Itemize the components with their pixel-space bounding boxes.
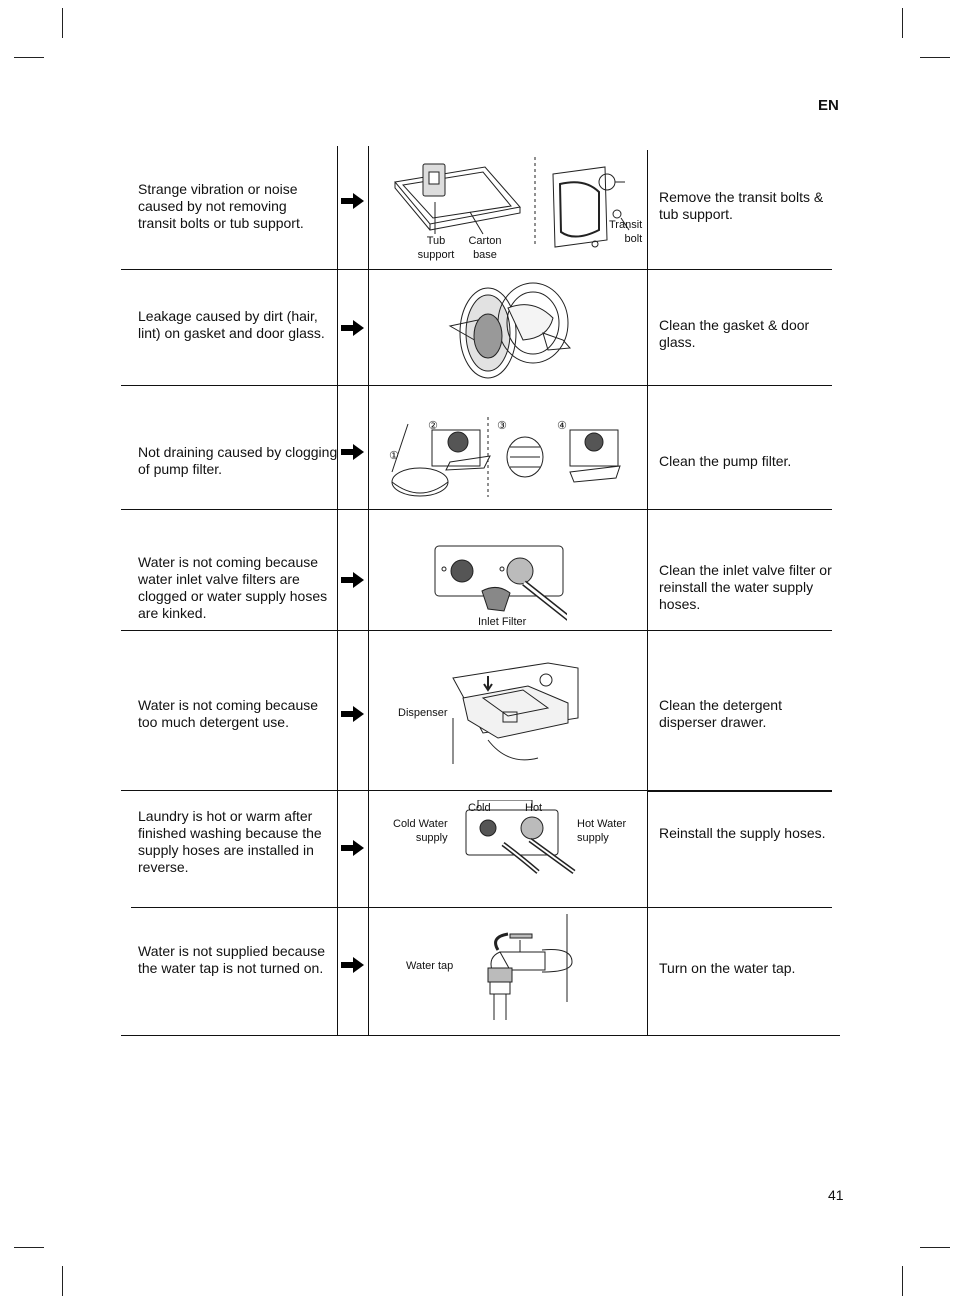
language-code: EN [818, 97, 839, 114]
remedy-text: Clean the detergent disperser drawer. [659, 697, 782, 730]
cause-text: Laundry is hot or warm after finished washing because the supply hoses are installed in reverse. [138, 808, 322, 875]
label-text: supply [577, 832, 609, 844]
cold-label: Cold [468, 802, 491, 814]
right-arrow-icon [341, 706, 365, 722]
remedy-text: Clean the inlet valve filter or reinstall the water supply hoses. [659, 562, 832, 612]
right-arrow-icon [341, 957, 365, 973]
remedy-text: Clean the pump filter. [659, 453, 792, 469]
step-2-marker: ② [428, 420, 438, 432]
row-divider [647, 790, 832, 792]
water-tap-illustration [480, 912, 575, 1022]
row-divider [121, 1035, 840, 1036]
right-arrow-icon [341, 320, 365, 336]
inlet-filter-label: Inlet Filter [478, 616, 527, 628]
cause-text: Not draining caused by clogging of pump filter. [138, 444, 338, 477]
step-4-marker: ④ [557, 420, 567, 432]
right-arrow-icon [341, 572, 365, 588]
label-text: supply [415, 832, 448, 844]
cause-text: Strange vibration or noise caused by not removing transit bolts or tub support. [138, 181, 304, 231]
hot-water-supply-label [577, 817, 626, 845]
remedy-text: Reinstall the supply hoses. [659, 825, 826, 841]
label-text: support [417, 249, 455, 261]
step-3-marker: ③ [497, 420, 507, 432]
row-divider [121, 385, 832, 386]
right-arrow-icon [341, 193, 365, 209]
row-divider [121, 630, 832, 631]
carton-base-label [464, 234, 506, 262]
dispenser-illustration [448, 658, 583, 766]
column-divider [368, 146, 369, 1036]
dispenser-label: Dispenser [398, 707, 448, 719]
transit-bolt-label [609, 218, 642, 246]
step-1-marker: ① [389, 450, 399, 462]
remedy-text: Turn on the water tap. [659, 960, 796, 976]
label-text: Carton [468, 235, 502, 247]
hot-label: Hot [525, 802, 543, 814]
water-tap-label: Water tap [406, 960, 454, 972]
remedy-text: Clean the gasket & door glass. [659, 317, 810, 350]
cause-text: Water is not supplied because the water tap is not turned on. [138, 943, 326, 976]
pump-filter-illustration [370, 412, 645, 500]
row-divider [121, 269, 832, 270]
label-text: bolt [624, 233, 643, 245]
right-arrow-icon [341, 444, 365, 460]
label-text: Transit [609, 219, 643, 231]
cause-text: Leakage caused by dirt (hair, lint) on gasket and door glass. [138, 308, 325, 341]
remedy-text: Remove the transit bolts & tub support. [659, 189, 824, 222]
page-number: 41 [828, 1187, 844, 1203]
cause-text: Water is not coming because too much detergent use. [138, 697, 319, 730]
row-divider [121, 790, 668, 791]
label-text: Hot Water [577, 818, 627, 830]
right-arrow-icon [341, 840, 365, 856]
column-divider [647, 150, 648, 1036]
gasket-cleaning-illustration [448, 278, 578, 383]
tub-support-label [416, 234, 456, 262]
label-text: base [473, 249, 497, 261]
cold-water-supply-label [393, 817, 448, 845]
label-text: Cold Water [393, 818, 448, 830]
row-divider [121, 509, 832, 510]
cause-text: Water is not coming because water inlet valve filters are clogged or water supply hoses are kinked. [138, 554, 328, 621]
row-divider [131, 907, 832, 908]
label-text: Tub [426, 235, 446, 247]
